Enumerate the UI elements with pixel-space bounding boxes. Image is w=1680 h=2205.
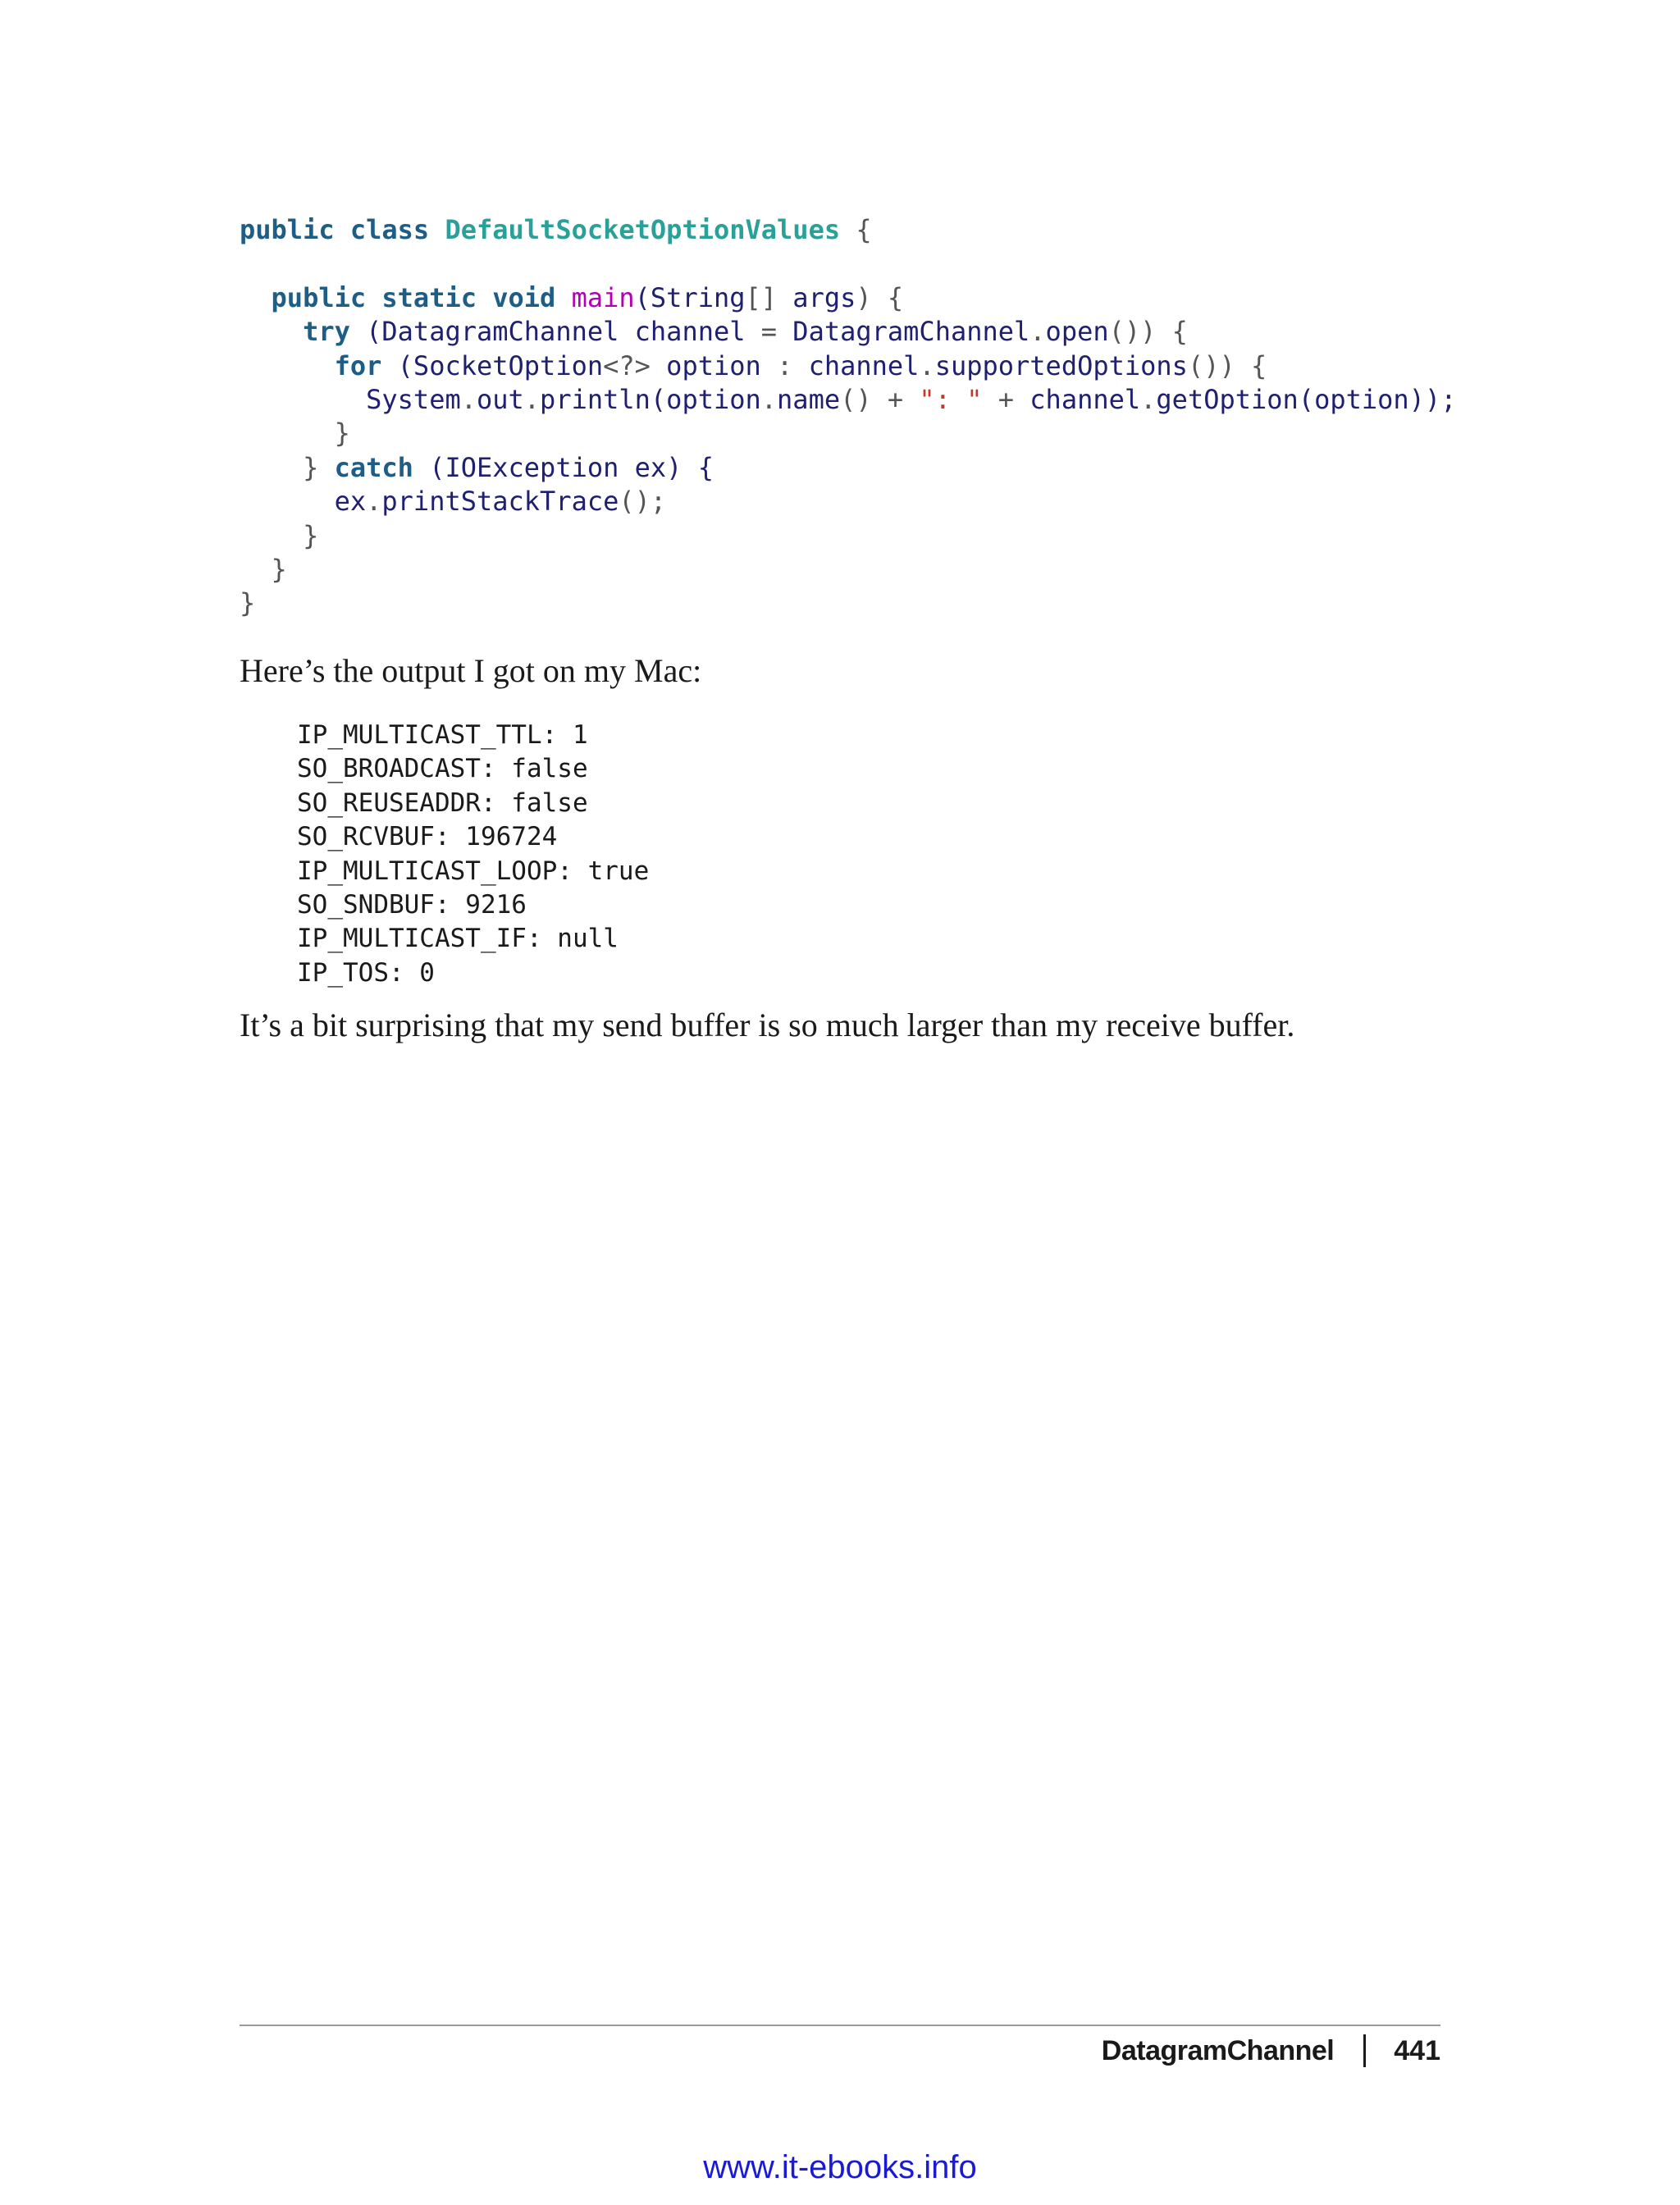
code-token: ();	[619, 486, 667, 518]
code-token: .	[760, 383, 778, 415]
code-token: .	[1140, 383, 1157, 415]
code-token: try	[240, 316, 367, 348]
code-line	[240, 213, 1456, 247]
code-token: (option	[650, 383, 761, 415]
code-token: .	[919, 349, 935, 381]
code-token: .	[460, 383, 477, 415]
code-line	[240, 417, 1456, 450]
closing-paragraph: It’s a bit surprising that my send buffer is so much larger than my receive buffer.	[240, 1007, 1295, 1043]
output-line: IP_MULTICAST_IF: null	[297, 924, 619, 954]
code-token: DefaultSocketOptionValues	[445, 214, 841, 245]
code-token: }	[240, 553, 287, 585]
code-token: =	[760, 316, 793, 348]
code-line	[240, 247, 1456, 281]
code-line	[240, 519, 1456, 553]
page-footer	[1102, 2034, 1440, 2067]
code-token: getOption	[1156, 383, 1299, 415]
code-line	[240, 587, 1456, 620]
code-token: option	[666, 349, 778, 381]
code-token: ": "	[919, 383, 983, 415]
code-token: .	[366, 486, 382, 518]
code-token: catch	[334, 451, 430, 483]
code-line	[240, 383, 1456, 417]
code-token: () +	[840, 383, 920, 415]
code-token: name	[777, 383, 841, 415]
code-token: supportedOptions	[934, 349, 1188, 381]
code-line	[240, 553, 1456, 587]
code-token: (DatagramChannel channel	[366, 316, 761, 348]
code-line	[240, 349, 1456, 383]
code-token: public static void	[240, 281, 572, 313]
code-token: ) {	[856, 281, 904, 313]
output-line: SO_REUSEADDR: false	[297, 788, 588, 818]
output-line: IP_TOS: 0	[297, 957, 435, 988]
code-token: <?>	[603, 349, 667, 381]
code-token: +	[982, 383, 1030, 415]
code-token: .	[1029, 316, 1046, 348]
code-token: (option));	[1298, 383, 1457, 415]
code-token: (IOException ex) {	[429, 451, 714, 483]
code-line	[240, 451, 1456, 485]
footer-separator	[1363, 2034, 1366, 2067]
code-token: System	[240, 383, 461, 415]
footer-divider	[240, 2025, 1440, 2026]
output-line: IP_MULTICAST_LOOP: true	[297, 856, 650, 886]
code-token: }	[240, 451, 335, 483]
code-token: (String	[634, 281, 746, 313]
code-token: }	[240, 519, 319, 551]
code-token: ()) {	[1187, 349, 1267, 381]
code-token: {	[840, 214, 872, 245]
code-token: for	[240, 349, 398, 381]
code-line	[240, 281, 1456, 315]
code-token: }	[240, 418, 350, 450]
code-token: printStackTrace	[381, 486, 619, 518]
code-token: :	[777, 349, 809, 381]
code-token: open	[1045, 316, 1109, 348]
code-token: .	[523, 383, 541, 415]
output-line: SO_RCVBUF: 196724	[297, 822, 558, 852]
output-line: SO_BROADCAST: false	[297, 754, 588, 784]
code-token: channel	[1029, 383, 1141, 415]
code-token: public class	[240, 214, 445, 245]
code-token: args	[792, 281, 856, 313]
code-token: []	[745, 281, 793, 313]
intro-paragraph: Here’s the output I got on my Mac:	[240, 652, 702, 689]
code-token: channel	[808, 349, 920, 381]
code-token: ()) {	[1108, 316, 1188, 348]
code-line	[240, 485, 1456, 518]
code-token: main	[571, 281, 635, 313]
watermark-link[interactable]: www.it-ebooks.info	[703, 2149, 977, 2185]
code-listing	[240, 213, 1456, 621]
output-line: IP_MULTICAST_TTL: 1	[297, 720, 588, 750]
code-token: out	[476, 383, 524, 415]
output-line: SO_SNDBUF: 9216	[297, 889, 527, 920]
code-token: ex	[240, 486, 367, 518]
code-token: println	[540, 383, 651, 415]
code-token: DatagramChannel	[792, 316, 1030, 348]
code-line	[240, 315, 1456, 349]
footer-chapter-title: DatagramChannel	[1101, 2034, 1335, 2066]
page-number: 441	[1394, 2034, 1440, 2066]
code-token: (SocketOption	[397, 349, 604, 381]
program-output	[297, 719, 649, 990]
code-token: }	[240, 587, 256, 619]
